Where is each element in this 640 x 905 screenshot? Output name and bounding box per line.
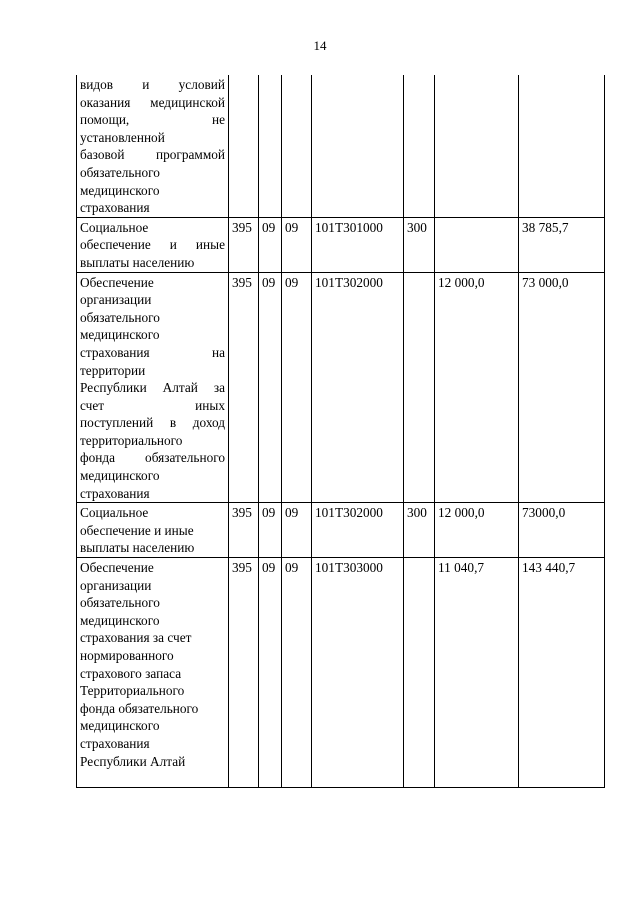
target-code-cell: 101Т302000 bbox=[312, 272, 404, 503]
name-line: установленной bbox=[80, 129, 165, 145]
amount-change-cell: 12 000,0 bbox=[435, 272, 519, 503]
name-line: Республики Алтай bbox=[80, 753, 186, 769]
name-line: Республики Алтай за bbox=[80, 380, 225, 396]
subsection-code-cell bbox=[282, 75, 312, 217]
name-line: обязательного bbox=[80, 309, 160, 325]
name-line: поступлений в доход bbox=[80, 415, 225, 431]
section-code-cell bbox=[259, 75, 282, 217]
budget-table-body bbox=[77, 75, 605, 788]
section-code-cell: 09 bbox=[259, 272, 282, 503]
name-line: медицинского bbox=[80, 468, 160, 484]
table-row bbox=[77, 558, 605, 788]
table-row bbox=[77, 272, 605, 503]
amount-total-cell: 73 000,0 bbox=[519, 272, 605, 503]
name-line: территориального bbox=[80, 432, 183, 448]
name-line: помощи, не bbox=[80, 112, 225, 128]
name-line: Социальное bbox=[80, 505, 149, 521]
name-line: страхования bbox=[80, 485, 150, 501]
name-line: страхового запаса bbox=[80, 665, 182, 681]
table-row bbox=[77, 503, 605, 558]
name-line: фонда обязательного bbox=[80, 450, 225, 466]
name-line: Территориального bbox=[80, 683, 185, 699]
section-code-cell: 09 bbox=[259, 558, 282, 788]
name-line: выплаты населению bbox=[80, 540, 195, 556]
admin-code-cell: 395 bbox=[229, 272, 259, 503]
name-line: медицинского bbox=[80, 327, 160, 343]
admin-code-cell: 395 bbox=[229, 558, 259, 788]
target-code-cell: 101Т303000 bbox=[312, 558, 404, 788]
name-line: территории bbox=[80, 362, 146, 378]
target-code-cell bbox=[312, 75, 404, 217]
name-line: медицинского bbox=[80, 182, 160, 198]
name-line: Обеспечение bbox=[80, 560, 154, 576]
name-line: фонда обязательного bbox=[80, 700, 199, 716]
subsection-code-cell: 09 bbox=[282, 558, 312, 788]
name-line: обеспечение и иные bbox=[80, 522, 194, 538]
name-line: страхования bbox=[80, 735, 150, 751]
admin-code-cell: 395 bbox=[229, 217, 259, 272]
name-line: организации bbox=[80, 292, 152, 308]
target-code-cell: 101Т302000 bbox=[312, 503, 404, 558]
name-line: базовой программой bbox=[80, 147, 225, 163]
target-code-cell: 101Т301000 bbox=[312, 217, 404, 272]
name-line: страхования bbox=[80, 200, 150, 216]
row-name-cell bbox=[77, 558, 229, 788]
name-line: медицинского bbox=[80, 612, 160, 628]
amount-change-cell: 11 040,7 bbox=[435, 558, 519, 788]
table-row bbox=[77, 75, 605, 217]
expense-type-cell bbox=[404, 75, 435, 217]
name-line: оказания медицинской bbox=[80, 94, 225, 110]
name-line: страхования на bbox=[80, 344, 225, 360]
expense-type-cell: 300 bbox=[404, 503, 435, 558]
name-line: медицинского bbox=[80, 718, 160, 734]
name-line: счет иных bbox=[80, 397, 225, 413]
page-number: 14 bbox=[313, 38, 327, 53]
subsection-code-cell: 09 bbox=[282, 272, 312, 503]
name-line: обязательного bbox=[80, 595, 160, 611]
name-line: организации bbox=[80, 577, 152, 593]
admin-code-cell bbox=[229, 75, 259, 217]
budget-table bbox=[76, 75, 605, 788]
name-line: выплаты населению bbox=[80, 254, 195, 270]
name-line: обеспечение и иные bbox=[80, 237, 225, 253]
amount-change-cell bbox=[435, 75, 519, 217]
row-name-cell bbox=[77, 272, 229, 503]
amount-change-cell: 12 000,0 bbox=[435, 503, 519, 558]
admin-code-cell: 395 bbox=[229, 503, 259, 558]
amount-total-cell: 73000,0 bbox=[519, 503, 605, 558]
amount-total-cell: 143 440,7 bbox=[519, 558, 605, 788]
subsection-code-cell: 09 bbox=[282, 217, 312, 272]
table-row bbox=[77, 217, 605, 272]
amount-change-cell bbox=[435, 217, 519, 272]
amount-total-cell: 38 785,7 bbox=[519, 217, 605, 272]
section-code-cell: 09 bbox=[259, 217, 282, 272]
name-line: обязательного bbox=[80, 164, 160, 180]
name-line: нормированного bbox=[80, 648, 174, 663]
section-code-cell: 09 bbox=[259, 503, 282, 558]
row-name-cell bbox=[77, 75, 229, 217]
name-line: видов и условий bbox=[80, 77, 225, 92]
name-line: страхования за счет bbox=[80, 630, 192, 646]
expense-type-cell bbox=[404, 272, 435, 503]
row-name-cell bbox=[77, 503, 229, 558]
expense-type-cell: 300 bbox=[404, 217, 435, 272]
expense-type-cell bbox=[404, 558, 435, 788]
name-line: Обеспечение bbox=[80, 274, 154, 290]
amount-total-cell bbox=[519, 75, 605, 217]
name-line: Социальное bbox=[80, 219, 149, 235]
subsection-code-cell: 09 bbox=[282, 503, 312, 558]
row-name-cell bbox=[77, 217, 229, 272]
